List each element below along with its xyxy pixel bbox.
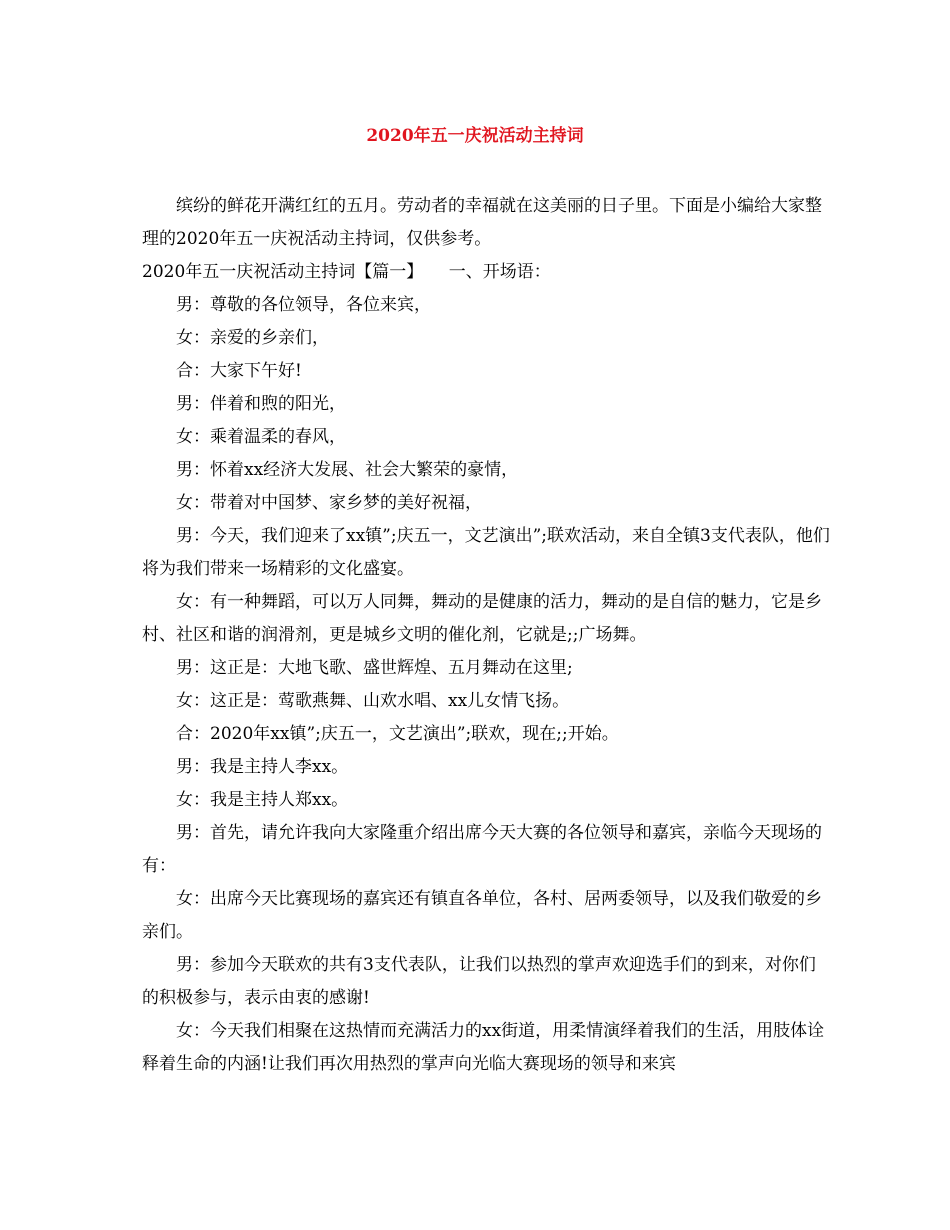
- dialogue-line: 男：尊敬的各位领导，各位来宾，: [176, 295, 431, 315]
- dialogue-line: 女：今天我们相聚在这热情而充满活力的xx街道，用柔情演绎着我们的生活，用肢体诠释着生命的内涵!让我们再次用热烈的掌声向光临大赛现场的领导和来宾: [142, 1021, 825, 1074]
- dialogue-line: 男：参加今天联欢的共有3支代表队，让我们以热烈的掌声欢迎选手们的到来，对你们的积极参与，表示由衷的感谢!: [142, 955, 816, 1008]
- document-body: [142, 190, 832, 1081]
- dialogue-line: 女：这正是：莺歌燕舞、山欢水唱、xx儿女情飞扬。: [176, 691, 570, 711]
- section-heading: 2020年五一庆祝活动主持词【篇一】 一、开场语：: [142, 262, 551, 282]
- dialogue-line: 合：大家下午好!: [176, 361, 302, 381]
- dialogue-line: 男：怀着xx经济大发展、社会大繁荣的豪情，: [176, 460, 519, 480]
- dialogue-line: 男：今天，我们迎来了xx镇”;庆五一，文艺演出”;联欢活动，来自全镇3支代表队，他们将为我们带来一场精彩的文化盛宴。: [142, 526, 830, 579]
- dialogue-line: 女：出席今天比赛现场的嘉宾还有镇直各单位，各村、居两委领导，以及我们敬爱的乡亲们。: [142, 889, 822, 942]
- dialogue-line: 女：我是主持人郑xx。: [176, 790, 349, 810]
- dialogue-line: 女：有一种舞蹈，可以万人同舞，舞动的是健康的活力，舞动的是自信的魅力，它是乡村、社区和谐的润滑剂，更是城乡文明的催化剂，它就是;;广场舞。: [142, 592, 822, 645]
- dialogue-line: 男：首先，请允许我向大家隆重介绍出席今天大赛的各位领导和嘉宾，亲临今天现场的有：: [142, 823, 822, 876]
- dialogue-line: 男：我是主持人李xx。: [176, 757, 349, 777]
- dialogue-line: 女：带着对中国梦、家乡梦的美好祝福，: [176, 493, 482, 513]
- dialogue-line: 男：这正是：大地飞歌、盛世辉煌、五月舞动在这里;: [176, 658, 573, 678]
- dialogue-line: 女：亲爱的乡亲们，: [176, 328, 329, 348]
- dialogue-line: 女：乘着温柔的春风，: [176, 427, 346, 447]
- intro-paragraph: 缤纷的鲜花开满红红的五月。劳动者的幸福就在这美丽的日子里。下面是小编给大家整理的2020年五一庆祝活动主持词，仅供参考。: [142, 196, 822, 249]
- dialogue-line: 合：2020年xx镇”;庆五一，文艺演出”;联欢，现在;;开始。: [176, 724, 619, 744]
- dialogue-line: 男：伴着和煦的阳光，: [176, 394, 346, 414]
- document-title: 2020年五一庆祝活动主持词: [366, 126, 584, 146]
